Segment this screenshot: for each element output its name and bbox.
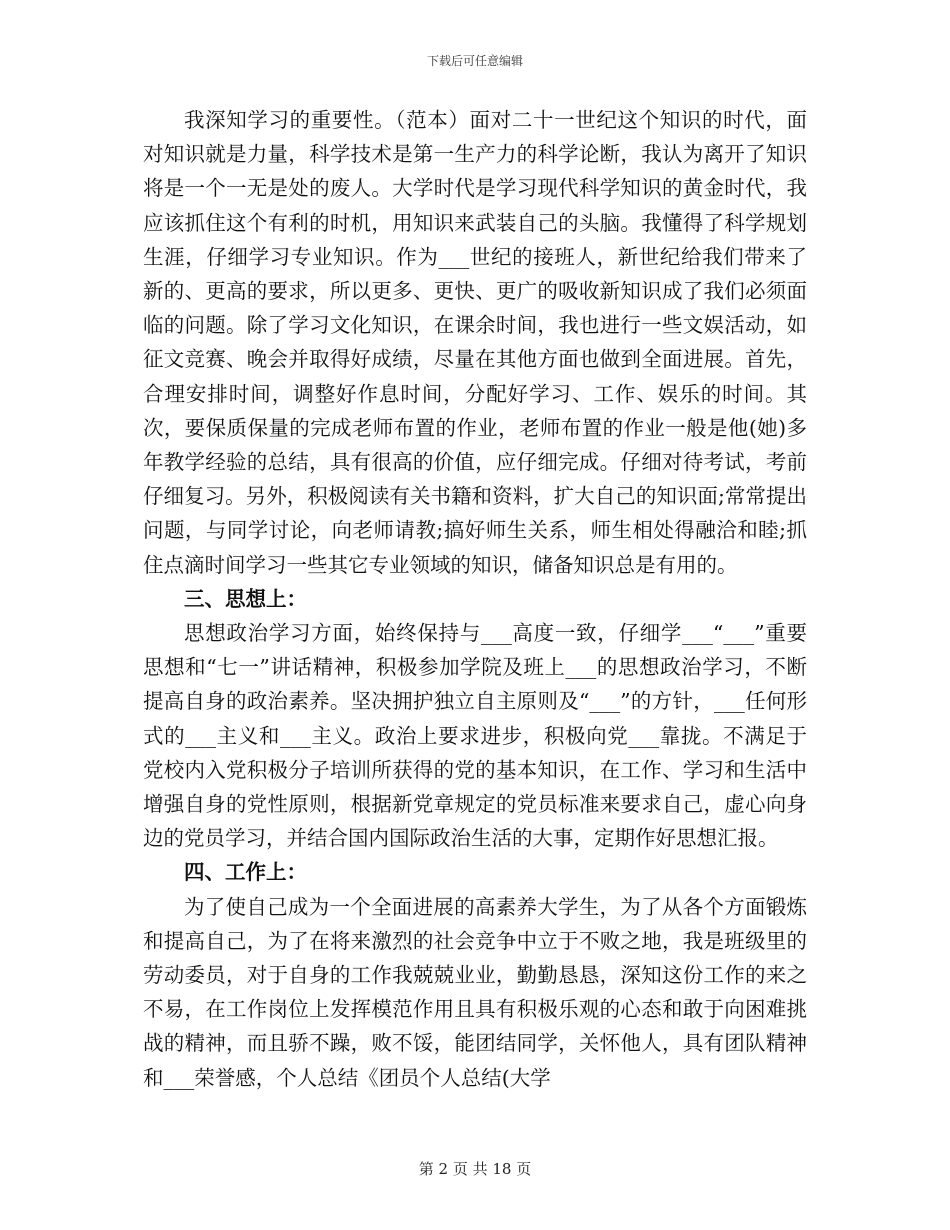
page-header: 下载后可任意编辑 — [426, 54, 523, 68]
section-heading-thought: 三、思想上： — [184, 586, 307, 611]
document-body — [143, 103, 807, 1095]
page-number: 第 2 页 共 18 页 — [418, 1160, 532, 1178]
paragraph-study: 我深知学习的重要性。（范本）面对二十一世纪这个知识的时代，面对知识就是力量，科学技术是第一生产力的科学论断，我认为离开了知识将是一个一无是处的废人。大学时代是学习现代科学知识的黄金时代，我应该抓住这个有利的时机，用知识来武装自己的头脑。我懂得了科学规划生涯，仔细学习专业知识。作为___世纪的接班人，新世纪给我们带来了新的、更高的要求，所以更多、更快、更广的吸收新知识成了我们必须面临的问题。除了学习文化知识，在课余时间，我也进行一些文娱活动，如征文竞赛、晚会并取得好成绩，尽量在其他方面也做到全面进展。首先，合理安排时间，调整好作息时间，分配好学习、工作、娱乐的时间。其次，要保质保量的完成老师布置的作业，老师布置的作业一般是他(她)多年教学经验的总结，具有很高的价值，应仔细完成。仔细对待考试，考前仔细复习。另外，积极阅读有关书籍和资料，扩大自己的知识面;常常提出问题，与同学讨论，向老师请教;搞好师生关系，师生相处得融洽和睦;抓住点滴时间学习一些其它专业领域的知识，储备知识总是有用的。 — [143, 108, 807, 577]
section-heading-work: 四、工作上： — [184, 860, 307, 885]
paragraph-work: 为了使自己成为一个全面进展的高素养大学生，为了从各个方面锻炼和提高自己，为了在将来激烈的社会竞争中立于不败之地，我是班级里的劳动委员，对于自身的工作我兢兢业业，勤勤恳恳，深知这份工作的来之不易，在工作岗位上发挥模范作用且具有积极乐观的心态和敢于向困难挑战的精神，而且骄不躁，败不馁，能团结同学，关怀他人，具有团队精神和___荣誉感，个人总结《团员个人总结(大学 — [143, 894, 807, 1090]
paragraph-thought: 思想政治学习方面，始终保持与___高度一致，仔细学___“___”重要思想和“七一”讲话精神，积极参加学院及班上___的思想政治学习，不断提高自身的政治素养。坚决拥护独立自主原则及“___”的方针，___任何形式的___主义和___主义。政治上要求进步，积极向党___靠拢。不满足于党校内入党积极分子培训所获得的党的基本知识，在工作、学习和生活中增强自身的党性原则，根据新党章规定的党员标准来要求自己，虚心向身边的党员学习，并结合国内国际政治生活的大事，定期作好思想汇报。 — [143, 621, 807, 851]
